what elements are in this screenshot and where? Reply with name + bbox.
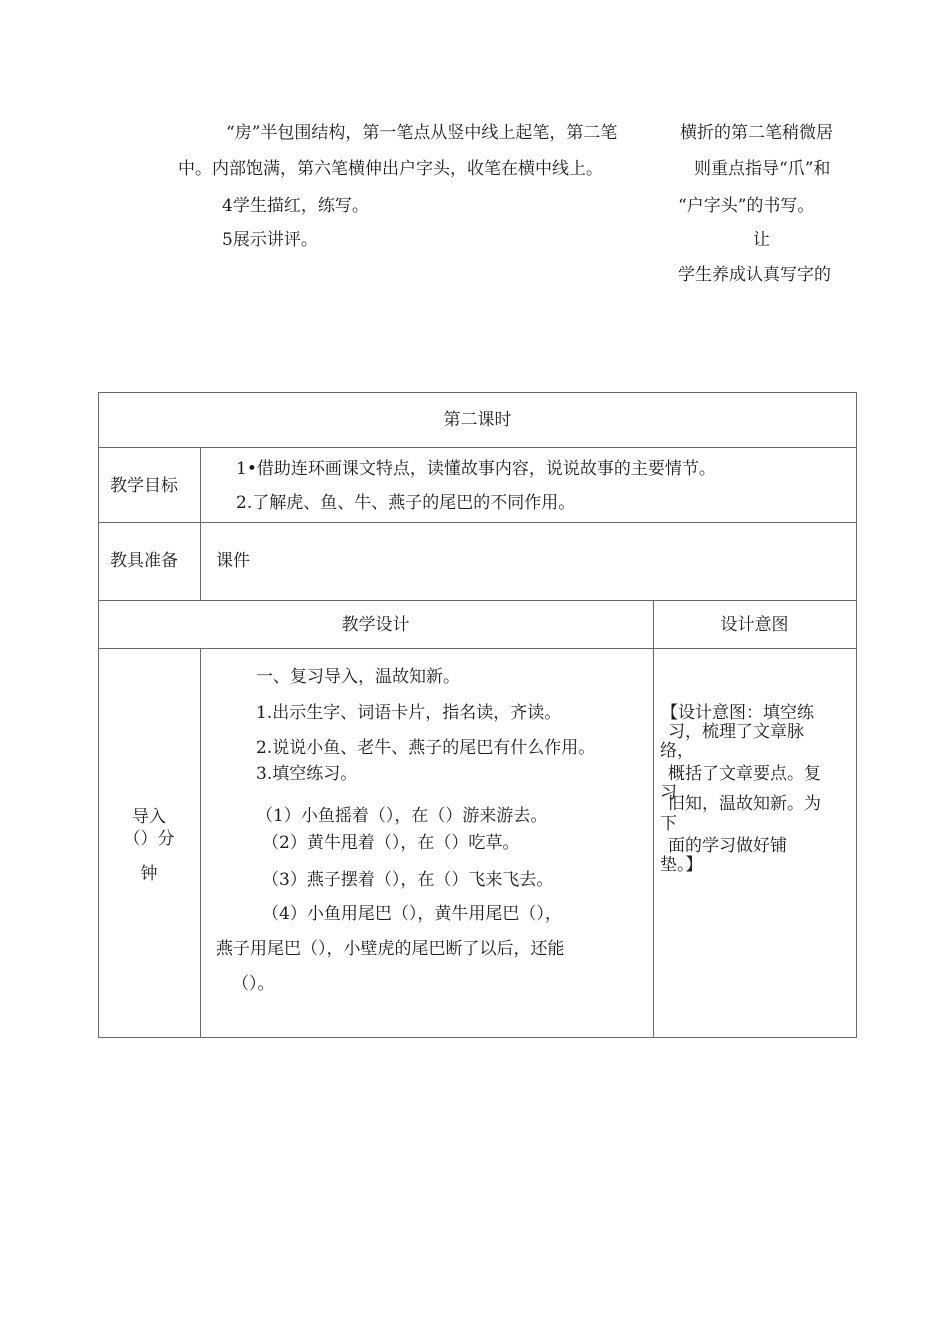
intent-line-5: 习	[660, 783, 677, 803]
design-line-9: 燕子用尾巴（），小壁虎的尾巴断了以后，还能	[216, 939, 565, 959]
intent-line-6: 旧知，温故知新。为	[668, 794, 821, 814]
intent-line-7: 下	[660, 814, 677, 834]
intent-line-4: 概括了文章要点。复	[668, 764, 821, 784]
side-note-4: 学生养成认真写字的	[678, 265, 831, 285]
top-para-line2: 中。内部饱满，第六笔横伸出户字头，收笔在横中线上。	[178, 159, 603, 179]
section-label-intro: 导入	[132, 807, 166, 827]
side-note-2: “户字头”的书写。	[678, 196, 815, 216]
prep-value: 课件	[216, 551, 250, 571]
design-line-4: 3.填空练习。	[256, 764, 358, 784]
design-line-3: 2.说说小鱼、老牛、燕子的尾巴有什么作用。	[256, 738, 596, 758]
intent-line-9: 垫。】	[660, 855, 703, 875]
goal-item-1: 1•借助连环画课文特点，读懂故事内容，说说故事的主要情节。	[236, 459, 716, 479]
intent-line-8: 面的学习做好铺	[668, 836, 787, 856]
intent-clip-3	[660, 814, 850, 834]
design-header: 教学设计	[341, 615, 410, 635]
section-label-minutes: （）分	[123, 829, 175, 849]
intent-line-3: 络，	[660, 741, 694, 761]
side-note-3: 让	[753, 230, 770, 250]
section-label-unit: 钟	[140, 864, 158, 884]
intent-line-1: 【设计意图：填空练	[661, 703, 814, 723]
top-para-line1: “房”半包围结构，第一笔点从竖中线上起笔，第二笔	[226, 123, 618, 143]
intent-clip-2	[660, 783, 850, 803]
prep-label: 教具准备	[110, 551, 178, 571]
lesson-title: 第二课时	[443, 410, 512, 430]
intent-header: 设计意图	[720, 615, 789, 635]
top-para-line1-overlap: 横折的第二笔稍微居	[680, 123, 833, 143]
design-line-6: （2）黄牛甩着（），在（）吃草。	[262, 833, 520, 853]
intent-clip-4	[660, 855, 850, 875]
design-line-8: （4）小鱼用尾巴（），黄牛用尾巴（），	[262, 904, 562, 924]
top-step-5: 5展示讲评。	[222, 230, 318, 250]
design-line-7: （3）燕子摆着（），在（）飞来飞去。	[262, 870, 554, 890]
side-note-1: 则重点指导“爪”和	[694, 159, 831, 179]
intent-clip-1	[660, 741, 850, 761]
design-line-2: 1.出示生字、词语卡片，指名读，齐读。	[256, 703, 562, 723]
design-line-1: 一、复习导入，温故知新。	[256, 667, 460, 687]
design-line-5: （1）小鱼摇着（），在（）游来游去。	[256, 806, 548, 826]
goals-label: 教学目标	[110, 476, 178, 496]
intent-line-2: 习，梳理了文章脉	[668, 722, 804, 742]
top-step-4: 4学生描红，练写。	[222, 196, 369, 216]
goal-item-2: 2.了解虎、鱼、牛、燕子的尾巴的不同作用。	[236, 493, 576, 513]
design-line-10: （）。	[232, 974, 275, 994]
